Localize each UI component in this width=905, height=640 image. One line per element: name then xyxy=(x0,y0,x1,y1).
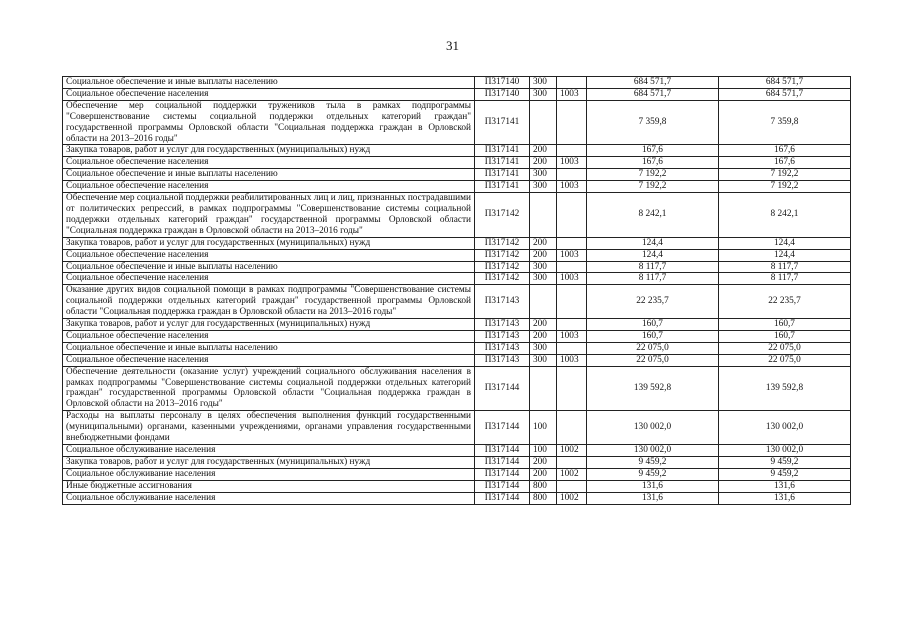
table-row xyxy=(63,145,851,157)
row-amount-1: 684 571,7 xyxy=(587,77,719,89)
row-code: П317144 xyxy=(475,445,530,457)
row-section: 1003 xyxy=(557,273,587,285)
row-expense-type: 300 xyxy=(530,77,557,89)
row-name: Иные бюджетные ассигнования xyxy=(63,480,475,492)
budget-table xyxy=(62,76,851,505)
table-row xyxy=(63,157,851,169)
row-amount-1: 124,4 xyxy=(587,249,719,261)
row-name: Социальное обеспечение и иные выплаты населению xyxy=(63,261,475,273)
row-amount-2: 9 459,2 xyxy=(719,468,851,480)
table-row xyxy=(63,181,851,193)
row-name: Социальное обеспечение населения xyxy=(63,249,475,261)
row-section xyxy=(557,237,587,249)
row-amount-1: 8 242,1 xyxy=(587,193,719,238)
row-code: П317143 xyxy=(475,285,530,319)
row-expense-type: 300 xyxy=(530,169,557,181)
row-section: 1002 xyxy=(557,468,587,480)
row-amount-2: 160,7 xyxy=(719,330,851,342)
row-section xyxy=(557,480,587,492)
row-expense-type: 100 xyxy=(530,445,557,457)
row-name: Социальное обеспечение населения xyxy=(63,354,475,366)
row-section xyxy=(557,145,587,157)
row-section xyxy=(557,100,587,145)
row-code: П317144 xyxy=(475,456,530,468)
table-row xyxy=(63,261,851,273)
row-section: 1003 xyxy=(557,157,587,169)
budget-table-body xyxy=(63,77,851,505)
table-row xyxy=(63,366,851,411)
row-expense-type xyxy=(530,193,557,238)
row-section xyxy=(557,411,587,445)
row-amount-1: 684 571,7 xyxy=(587,88,719,100)
row-expense-type xyxy=(530,100,557,145)
row-code: П317143 xyxy=(475,330,530,342)
row-amount-1: 124,4 xyxy=(587,237,719,249)
table-row xyxy=(63,285,851,319)
table-row xyxy=(63,88,851,100)
row-name: Социальное обеспечение и иные выплаты населению xyxy=(63,342,475,354)
row-section xyxy=(557,193,587,238)
row-amount-1: 7 359,8 xyxy=(587,100,719,145)
row-section xyxy=(557,366,587,411)
row-amount-1: 139 592,8 xyxy=(587,366,719,411)
row-code: П317141 xyxy=(475,169,530,181)
table-row xyxy=(63,319,851,331)
row-name: Социальное обеспечение и иные выплаты населению xyxy=(63,77,475,89)
row-amount-1: 7 192,2 xyxy=(587,169,719,181)
row-amount-2: 22 235,7 xyxy=(719,285,851,319)
row-code: П317144 xyxy=(475,492,530,504)
row-expense-type: 300 xyxy=(530,273,557,285)
row-name: Социальное обеспечение населения xyxy=(63,330,475,342)
row-amount-1: 7 192,2 xyxy=(587,181,719,193)
row-section xyxy=(557,77,587,89)
row-code: П317141 xyxy=(475,145,530,157)
row-amount-2: 124,4 xyxy=(719,237,851,249)
row-amount-2: 684 571,7 xyxy=(719,77,851,89)
table-row xyxy=(63,273,851,285)
row-name: Закупка товаров, работ и услуг для государственных (муниципальных) нужд xyxy=(63,237,475,249)
row-amount-1: 167,6 xyxy=(587,145,719,157)
table-row xyxy=(63,237,851,249)
row-code: П317143 xyxy=(475,342,530,354)
table-row xyxy=(63,480,851,492)
row-amount-1: 160,7 xyxy=(587,319,719,331)
row-section xyxy=(557,319,587,331)
row-amount-2: 22 075,0 xyxy=(719,354,851,366)
row-expense-type: 300 xyxy=(530,261,557,273)
row-name: Социальное обеспечение населения xyxy=(63,157,475,169)
table-row xyxy=(63,445,851,457)
table-row xyxy=(63,249,851,261)
row-code: П317144 xyxy=(475,480,530,492)
row-amount-1: 8 117,7 xyxy=(587,273,719,285)
row-section: 1003 xyxy=(557,88,587,100)
row-expense-type: 300 xyxy=(530,88,557,100)
table-row xyxy=(63,330,851,342)
row-amount-1: 9 459,2 xyxy=(587,468,719,480)
row-name: Закупка товаров, работ и услуг для государственных (муниципальных) нужд xyxy=(63,456,475,468)
row-code: П317144 xyxy=(475,366,530,411)
table-row xyxy=(63,492,851,504)
row-expense-type: 100 xyxy=(530,411,557,445)
row-expense-type xyxy=(530,366,557,411)
row-code: П317142 xyxy=(475,237,530,249)
row-amount-2: 167,6 xyxy=(719,145,851,157)
row-name: Обеспечение мер социальной поддержки реабилитированных лиц и лиц, признанных пострадавшими от политических репрессий, в рамках подпрограммы "Совершенствование системы социальной поддержки отдельных категорий граждан" государственной программы Орловской области "Социальная поддержка граждан в Орловской области на 2013–2016 годы" xyxy=(63,193,475,238)
row-name: Социальное обслуживание населения xyxy=(63,445,475,457)
row-name: Социальное обслуживание населения xyxy=(63,468,475,480)
row-expense-type: 200 xyxy=(530,237,557,249)
row-code: П317142 xyxy=(475,193,530,238)
row-expense-type: 800 xyxy=(530,492,557,504)
page-number: 31 xyxy=(446,38,459,53)
row-section: 1003 xyxy=(557,354,587,366)
row-amount-1: 8 117,7 xyxy=(587,261,719,273)
row-name: Социальное обеспечение населения xyxy=(63,88,475,100)
row-name: Социальное обеспечение населения xyxy=(63,181,475,193)
row-name: Закупка товаров, работ и услуг для государственных (муниципальных) нужд xyxy=(63,145,475,157)
row-amount-2: 7 192,2 xyxy=(719,169,851,181)
row-amount-2: 7 192,2 xyxy=(719,181,851,193)
row-expense-type: 200 xyxy=(530,157,557,169)
row-section: 1003 xyxy=(557,330,587,342)
row-amount-2: 130 002,0 xyxy=(719,445,851,457)
row-section xyxy=(557,261,587,273)
row-section: 1002 xyxy=(557,492,587,504)
row-amount-2: 8 117,7 xyxy=(719,273,851,285)
row-expense-type: 200 xyxy=(530,145,557,157)
row-code: П317142 xyxy=(475,249,530,261)
table-row xyxy=(63,354,851,366)
row-amount-2: 139 592,8 xyxy=(719,366,851,411)
row-name: Закупка товаров, работ и услуг для государственных (муниципальных) нужд xyxy=(63,319,475,331)
row-expense-type: 300 xyxy=(530,342,557,354)
row-section xyxy=(557,169,587,181)
row-code: П317140 xyxy=(475,88,530,100)
row-amount-2: 7 359,8 xyxy=(719,100,851,145)
row-expense-type: 200 xyxy=(530,456,557,468)
row-code: П317142 xyxy=(475,273,530,285)
row-name: Расходы на выплаты персоналу в целях обеспечения выполнения функций государственными (муниципальными) органами, казенными учреждениями, органами управления государственными внебюджетными фондами xyxy=(63,411,475,445)
row-code: П317144 xyxy=(475,411,530,445)
row-amount-1: 167,6 xyxy=(587,157,719,169)
row-name: Оказание других видов социальной помощи в рамках подпрограммы "Совершенствование системы социальной поддержки отдельных категорий граждан" государственной программы Орловской области "Социальная поддержка граждан в Орловской области на 2013–2016 годы" xyxy=(63,285,475,319)
table-row xyxy=(63,193,851,238)
row-expense-type: 300 xyxy=(530,181,557,193)
row-expense-type: 800 xyxy=(530,480,557,492)
row-amount-2: 8 242,1 xyxy=(719,193,851,238)
row-code: П317141 xyxy=(475,100,530,145)
row-expense-type: 200 xyxy=(530,330,557,342)
row-amount-1: 22 075,0 xyxy=(587,342,719,354)
row-code: П317140 xyxy=(475,77,530,89)
row-code: П317144 xyxy=(475,468,530,480)
row-name: Социальное обеспечение и иные выплаты населению xyxy=(63,169,475,181)
table-row xyxy=(63,342,851,354)
table-row xyxy=(63,468,851,480)
row-name: Социальное обслуживание населения xyxy=(63,492,475,504)
table-row xyxy=(63,411,851,445)
row-section xyxy=(557,285,587,319)
row-section xyxy=(557,456,587,468)
row-amount-2: 22 075,0 xyxy=(719,342,851,354)
row-section: 1003 xyxy=(557,249,587,261)
table-row xyxy=(63,169,851,181)
row-amount-2: 131,6 xyxy=(719,492,851,504)
row-section xyxy=(557,342,587,354)
table-row xyxy=(63,456,851,468)
row-section: 1002 xyxy=(557,445,587,457)
row-expense-type: 200 xyxy=(530,249,557,261)
row-amount-2: 160,7 xyxy=(719,319,851,331)
row-amount-2: 124,4 xyxy=(719,249,851,261)
row-amount-2: 684 571,7 xyxy=(719,88,851,100)
table-row xyxy=(63,77,851,89)
row-name: Обеспечение мер социальной поддержки тружеников тыла в рамках подпрограммы "Совершенствование системы социальной поддержки отдельных категорий граждан" государственной программы Орловской области "Социальная поддержка граждан в Орловской области на 2013–2016 годы" xyxy=(63,100,475,145)
row-code: П317141 xyxy=(475,181,530,193)
row-name: Обеспечение деятельности (оказание услуг) учреждений социального обслуживания населения в рамках подпрограммы "Совершенствование системы социальной поддержки отдельных категорий граждан" государственной программы Орловской области "Социальная поддержка граждан в Орловской области на 2013–2016 годы" xyxy=(63,366,475,411)
row-amount-1: 9 459,2 xyxy=(587,456,719,468)
row-amount-2: 130 002,0 xyxy=(719,411,851,445)
row-amount-1: 160,7 xyxy=(587,330,719,342)
row-amount-2: 9 459,2 xyxy=(719,456,851,468)
row-code: П317141 xyxy=(475,157,530,169)
row-amount-1: 22 075,0 xyxy=(587,354,719,366)
row-code: П317142 xyxy=(475,261,530,273)
row-amount-1: 131,6 xyxy=(587,492,719,504)
row-amount-1: 131,6 xyxy=(587,480,719,492)
row-expense-type: 200 xyxy=(530,468,557,480)
row-amount-2: 8 117,7 xyxy=(719,261,851,273)
table-row xyxy=(63,100,851,145)
row-section: 1003 xyxy=(557,181,587,193)
row-amount-2: 167,6 xyxy=(719,157,851,169)
row-name: Социальное обеспечение населения xyxy=(63,273,475,285)
row-expense-type: 200 xyxy=(530,319,557,331)
row-amount-1: 22 235,7 xyxy=(587,285,719,319)
row-amount-1: 130 002,0 xyxy=(587,411,719,445)
row-amount-1: 130 002,0 xyxy=(587,445,719,457)
row-expense-type xyxy=(530,285,557,319)
row-code: П317143 xyxy=(475,319,530,331)
row-amount-2: 131,6 xyxy=(719,480,851,492)
row-expense-type: 300 xyxy=(530,354,557,366)
row-code: П317143 xyxy=(475,354,530,366)
